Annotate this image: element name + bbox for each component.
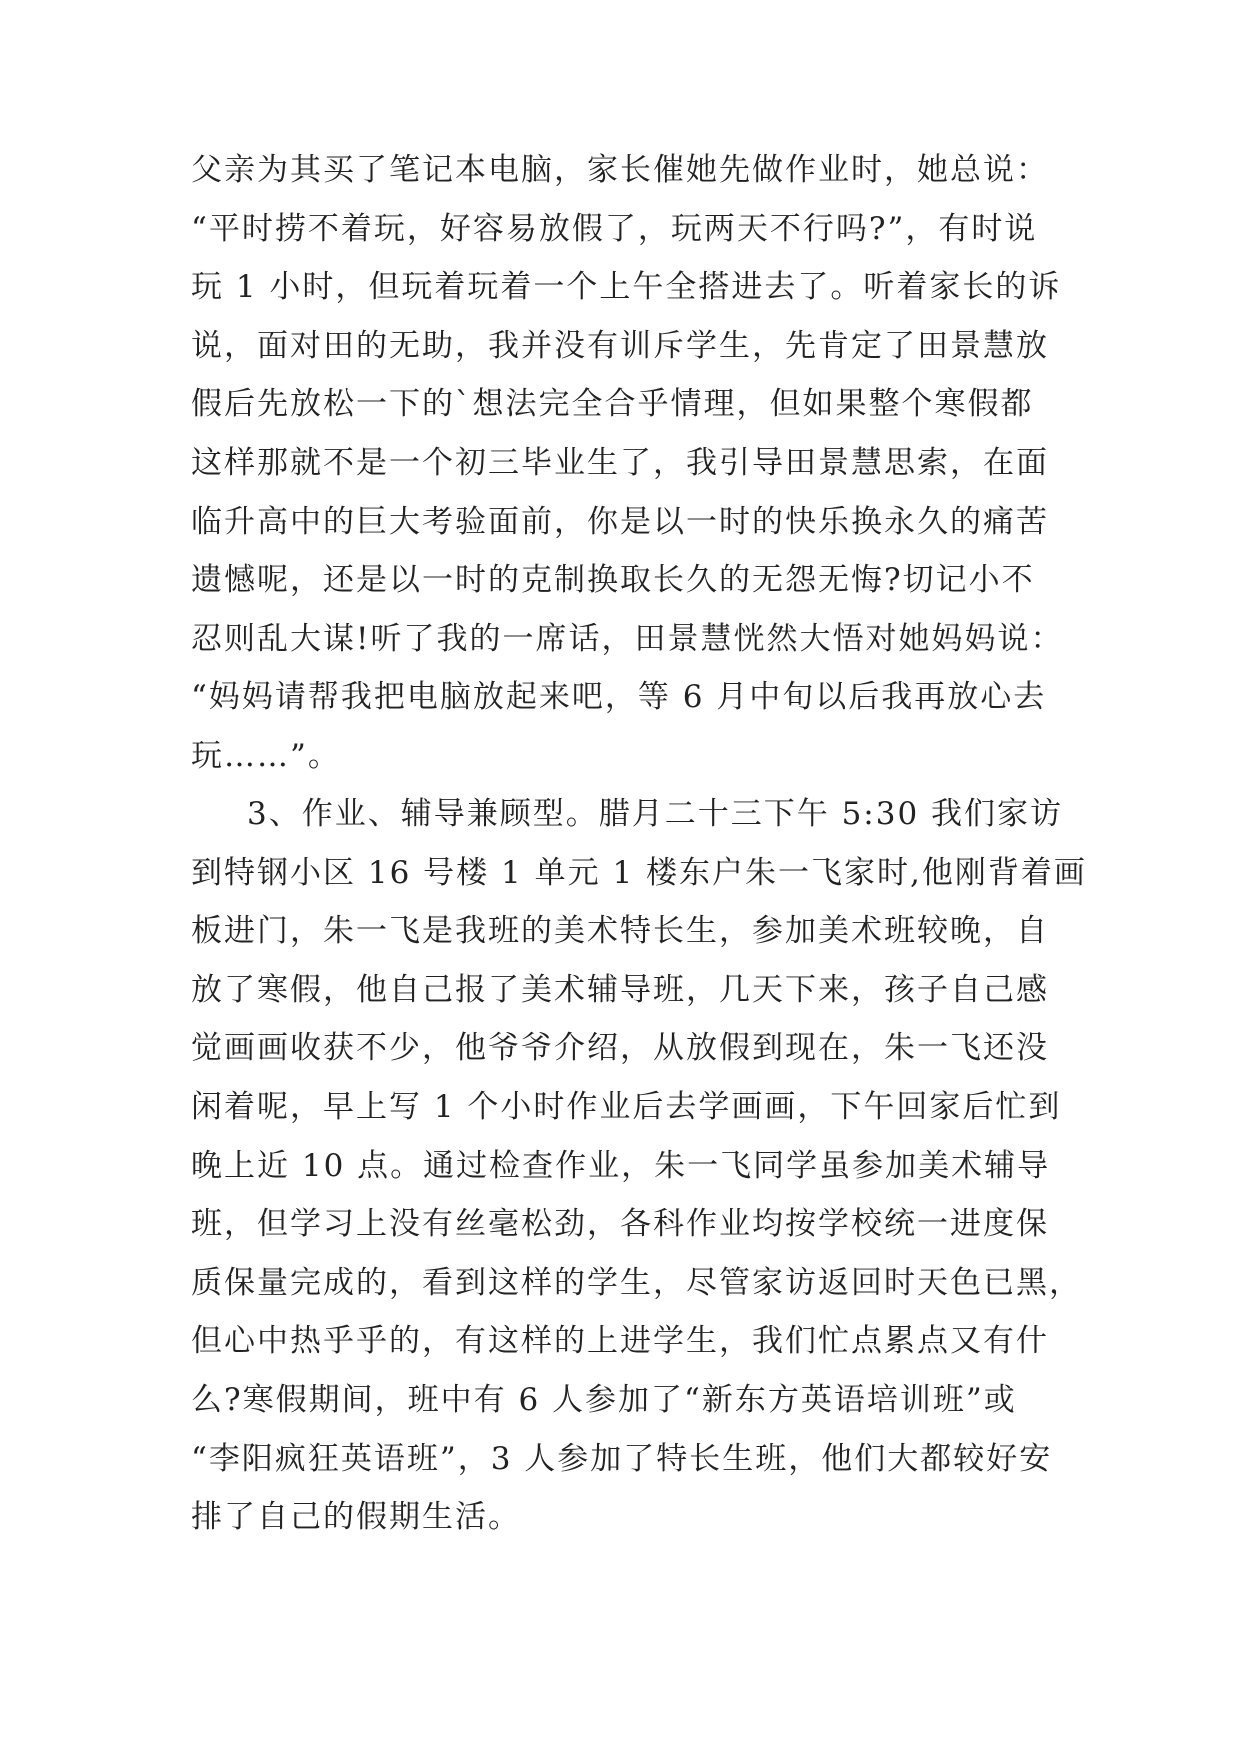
paragraph-line: 玩……”。 xyxy=(191,737,341,774)
paragraph-line: 质保量完成的，看到这样的学生，尽管家访返回时天色已黑， xyxy=(191,1264,1082,1301)
paragraph-line: 放了寒假，他自己报了美术辅导班，几天下来，孩子自己感 xyxy=(191,971,1049,1008)
paragraph-line: 闲着呢，早上写 1 个小时作业后去学画画，下午回家后忙到 xyxy=(191,1088,1062,1125)
paragraph-line: 忍则乱大谋!听了我的一席话，田景慧恍然大悟对她妈妈说： xyxy=(191,620,1064,657)
paragraph-line: 这样那就不是一个初三毕业生了，我引导田景慧思索，在面 xyxy=(191,444,1049,481)
paragraph-line: 班，但学习上没有丝毫松劲，各科作业均按学校统一进度保 xyxy=(191,1206,1049,1243)
paragraph-line: 晚上近 10 点。通过检查作业，朱一飞同学虽参加美术辅导 xyxy=(191,1147,1051,1184)
paragraph-1 xyxy=(191,141,1091,786)
paragraph-line: “李阳疯狂英语班”，3 人参加了特长生班，他们大都较好安 xyxy=(191,1440,1053,1477)
paragraph-line: 说，面对田的无助，我并没有训斥学生，先肯定了田景慧放 xyxy=(191,327,1049,364)
paragraph-2 xyxy=(191,785,1091,1547)
paragraph-line: 父亲为其买了笔记本电脑，家长催她先做作业时，她总说： xyxy=(191,152,1049,188)
paragraph-line: “妈妈请帮我把电脑放起来吧，等 6 月中旬以后我再放心去 xyxy=(191,679,1047,716)
paragraph-line: “平时捞不着玩，好容易放假了，玩两天不行吗?”，有时说 xyxy=(191,210,1038,247)
paragraph-line: 板进门，朱一飞是我班的美术特长生，参加美术班较晚，自 xyxy=(191,913,1049,950)
paragraph-line: 3、作业、辅导兼顾型。腊月二十三下午 5:30 我们家访 xyxy=(247,796,1064,832)
paragraph-line: 假后先放松一下的`想法完全合乎情理，但如果整个寒假都 xyxy=(191,386,1034,423)
paragraph-line: 到特钢小区 16 号楼 1 单元 1 楼东户朱一飞家时,他刚背着画 xyxy=(191,854,1087,891)
paragraph-line: 遗憾呢，还是以一时的克制换取长久的无怨无悔?切记小不 xyxy=(191,562,1035,599)
paragraph-line: 但心中热乎乎的，有这样的上进学生，我们忙点累点又有什 xyxy=(191,1323,1049,1360)
paragraph-line: 玩 1 小时，但玩着玩着一个上午全搭进去了。听着家长的诉 xyxy=(191,269,1062,306)
paragraph-line: 排了自己的假期生活。 xyxy=(191,1499,521,1536)
paragraph-line: 么?寒假期间，班中有 6 人参加了“新东方英语培训班”或 xyxy=(191,1381,1017,1418)
paragraph-line: 临升高中的巨大考验面前，你是以一时的快乐换永久的痛苦 xyxy=(191,503,1049,540)
paragraph-line: 觉画画收获不少，他爷爷介绍，从放假到现在，朱一飞还没 xyxy=(191,1030,1049,1067)
